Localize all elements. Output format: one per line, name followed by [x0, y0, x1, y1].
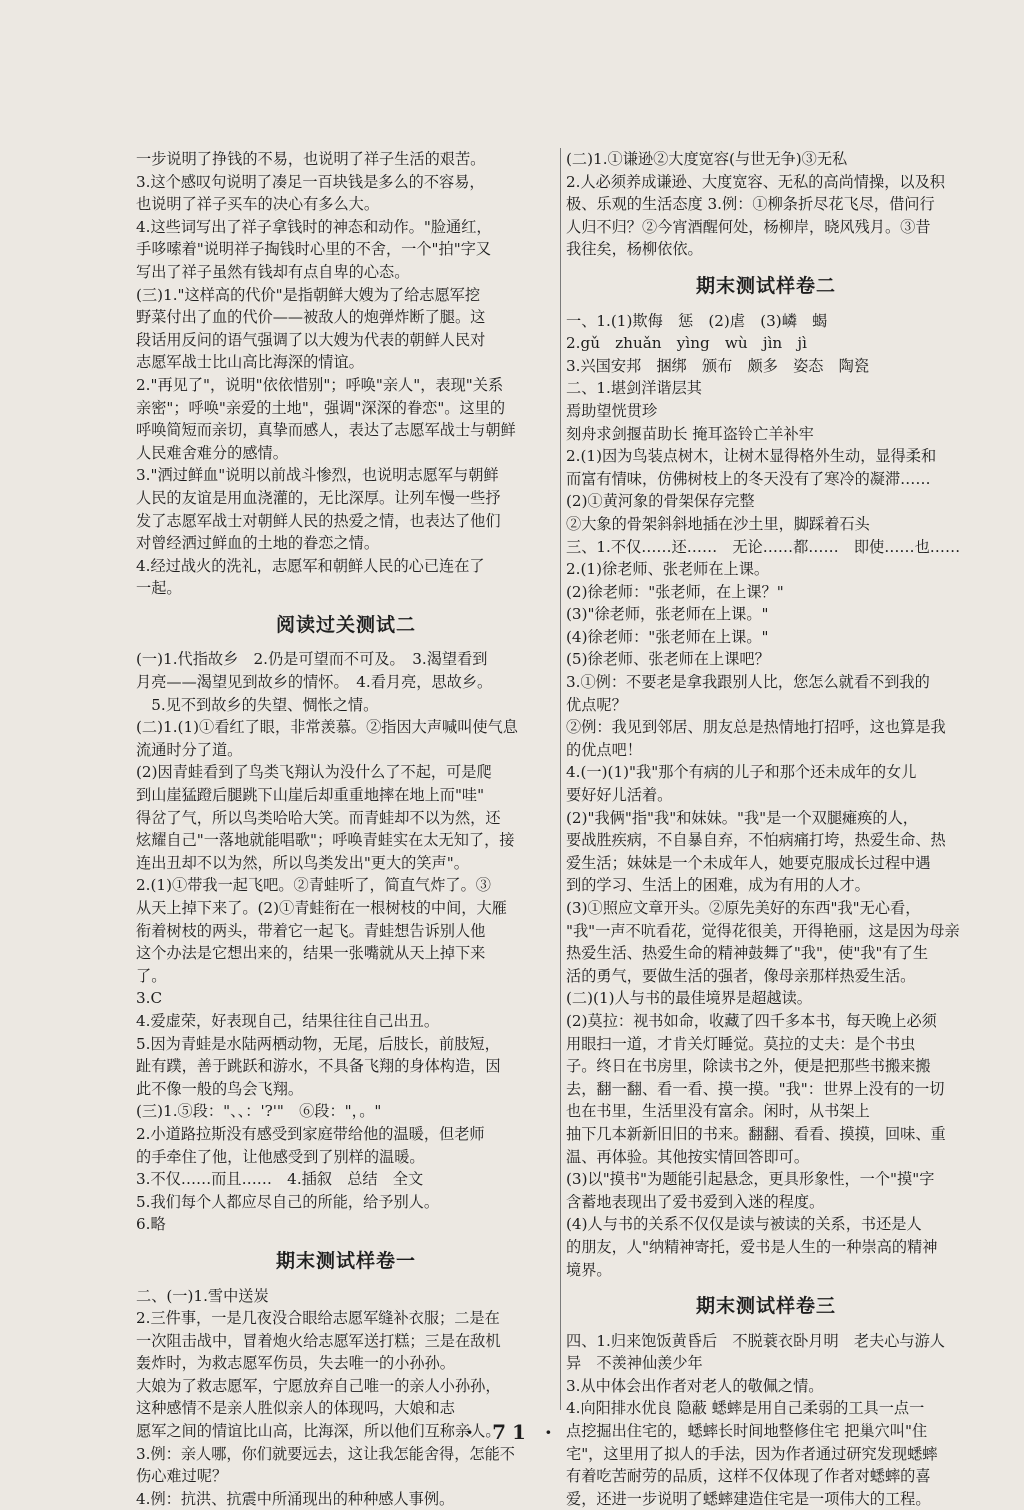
- text-line: 二、1.堪剑洋谐层其: [566, 377, 966, 400]
- text-line: 愿军之间的情谊比山高，比海深，所以他们互称亲人。: [136, 1420, 556, 1443]
- text-line: (二)(1)人与书的最佳境界是超越读。: [566, 987, 966, 1010]
- text-line: 到的学习、生活上的困难，成为有用的人才。: [566, 874, 966, 897]
- text-line: 的优点吧！: [566, 739, 966, 762]
- text-line: (5)徐老师、张老师在上课吧？: [566, 648, 966, 671]
- text-line: 优点呢？: [566, 694, 966, 717]
- text-line: 4.(一)(1)"我"那个有病的儿子和那个还未成年的女儿: [566, 761, 966, 784]
- text-line: 月亮——渴望见到故乡的情怀。 4.看月亮，思故乡。: [136, 671, 556, 694]
- text-line: 4.经过战火的洗礼，志愿军和朝鲜人民的心已连在了: [136, 555, 556, 578]
- text-line: 4.这些词写出了祥子拿钱时的神态和动作。"脸通红，: [136, 216, 556, 239]
- heading-final-test-1: 期末测试样卷一: [136, 1250, 556, 1273]
- text-line: 一次阻击战中，冒着炮火给志愿军送打糕；三是在敌机: [136, 1330, 556, 1353]
- text-line: 5.见不到故乡的失望、惆怅之情。: [136, 694, 556, 717]
- text-line: 野菜付出了血的代价——被敌人的炮弹炸断了腿。这: [136, 306, 556, 329]
- text-line: 也说明了祥子买车的决心有多么大。: [136, 193, 556, 216]
- text-line: 2.gǔ zhuǎn yìng wù jìn jì: [566, 332, 966, 355]
- text-line: 有着吃苦耐劳的品质，这样不仅体现了作者对蟋蟀的喜: [566, 1465, 966, 1488]
- text-line: 从天上掉下来了。(2)①青蛙衔在一根树枝的中间，大雁: [136, 897, 556, 920]
- heading-reading-test-2: 阅读过关测试二: [136, 614, 556, 637]
- text-line: 得岔了气，所以鸟类哈哈大笑。而青蛙却不以为然，还: [136, 807, 556, 830]
- text-line: 热爱生活、热爱生命的精神鼓舞了"我"，使"我"有了生: [566, 942, 966, 965]
- text-line: 要好好儿活着。: [566, 784, 966, 807]
- text-line: (4)徐老师："张老师在上课。": [566, 626, 966, 649]
- text-line: 人归不归？②今宵酒醒何处，杨柳岸，晓风残月。③昔: [566, 216, 966, 239]
- text-line: 活的勇气，要做生活的强者，像母亲那样热爱生活。: [566, 965, 966, 988]
- text-line: 大娘为了救志愿军，宁愿放弃自己唯一的亲人小孙孙，: [136, 1375, 556, 1398]
- text-line: (3)"徐老师，张老师在上课。": [566, 603, 966, 626]
- text-line: 2.三件事，一是几夜没合眼给志愿军缝补衣服；二是在: [136, 1307, 556, 1330]
- text-line: 异 不羡神仙羡少年: [566, 1352, 966, 1375]
- text-line: 这个办法是它想出来的，结果一张嘴就从天上掉下来: [136, 942, 556, 965]
- text-line: 刻舟求剑揠苗助长 掩耳盗铃亡羊补牢: [566, 423, 966, 446]
- text-line: (三)1.⑤段："、、：'?'" ⑥段："，。": [136, 1100, 556, 1123]
- text-line: (三)1."这样高的代价"是指朝鲜大嫂为了给志愿军挖: [136, 284, 556, 307]
- text-line: 我往矣，杨柳依依。: [566, 238, 966, 261]
- text-line: (4)人与书的关系不仅仅是读与被读的关系，书还是人: [566, 1213, 966, 1236]
- text-line: 3.①例：不要老是拿我跟别人比，您怎么就看不到我的: [566, 671, 966, 694]
- text-line: 流通时分了道。: [136, 739, 556, 762]
- left-top-block: [136, 148, 556, 600]
- text-line: 境界。: [566, 1259, 966, 1282]
- text-line: (2)徐老师："张老师，在上课？": [566, 581, 966, 604]
- text-line: 2.(1)徐老师、张老师在上课。: [566, 558, 966, 581]
- text-line: ②大象的骨架斜斜地插在沙土里，脚踩着石头: [566, 513, 966, 536]
- text-line: 四、1.归来饱饭黄昏后 不脱蓑衣卧月明 老夫心与游人: [566, 1330, 966, 1353]
- text-line: 手哆嗦着"说明祥子掏钱时心里的不舍，一个"拍"字又: [136, 238, 556, 261]
- left-bottom-block: [136, 1285, 556, 1510]
- right-column: [566, 148, 966, 1510]
- text-line: 子。终日在书房里，除读书之外，便是把那些书搬来搬: [566, 1055, 966, 1078]
- text-line: 2.小道路拉斯没有感受到家庭带给他的温暖，但老师: [136, 1123, 556, 1146]
- text-line: 3.这个感叹句说明了凑足一百块钱是多么的不容易，: [136, 171, 556, 194]
- text-line: 用眼扫一道，才肯关灯睡觉。莫拉的丈夫：是个书虫: [566, 1033, 966, 1056]
- text-line: 2.(1)①带我一起飞吧。②青蛙听了，简直气炸了。③: [136, 874, 556, 897]
- text-line: 轰炸时，为救志愿军伤员，失去唯一的小孙孙。: [136, 1352, 556, 1375]
- text-line: (2)"我俩"指"我"和妹妹。"我"是一个双腿瘫痪的人，: [566, 807, 966, 830]
- text-line: 要战胜疾病，不自暴自弃，不怕病痛打垮，热爱生命、热: [566, 829, 966, 852]
- text-line: 极、乐观的生活态度 3.例：①柳条折尽花飞尽，借问行: [566, 193, 966, 216]
- text-line: 温、再体验。其他按实情回答即可。: [566, 1146, 966, 1169]
- text-line: 3.从中体会出作者对老人的敬佩之情。: [566, 1375, 966, 1398]
- text-line: 3.兴国安邦 捆绑 颁布 颇多 姿态 陶瓷: [566, 355, 966, 378]
- heading-final-test-3: 期末测试样卷三: [566, 1295, 966, 1318]
- text-line: (二)1.①谦逊②大度宽容(与世无争)③无私: [566, 148, 966, 171]
- text-line: (2)因青蛙看到了鸟类飞翔认为没什么了不起，可是爬: [136, 761, 556, 784]
- text-line: 4.向阳排水优良 隐蔽 蟋蟀是用自己柔弱的工具一点一: [566, 1397, 966, 1420]
- text-line: 4.爱虚荣，好表现自己，结果往往自己出丑。: [136, 1010, 556, 1033]
- text-line: 2."再见了"，说明"依依惜别"；呼唤"亲人"，表现"关系: [136, 374, 556, 397]
- text-line: 宅"，这里用了拟人的手法，因为作者通过研究发现蟋蟀: [566, 1443, 966, 1466]
- text-line: 志愿军战士比山高比海深的情谊。: [136, 351, 556, 374]
- text-line: 这种感情不是亲人胜似亲人的体现吗，大娘和志: [136, 1397, 556, 1420]
- heading-final-test-2: 期末测试样卷二: [566, 275, 966, 298]
- text-line: 二、(一)1.雪中送炭: [136, 1285, 556, 1308]
- text-line: 呼唤简短而亲切，真挚而感人，表达了志愿军战士与朝鲜: [136, 419, 556, 442]
- text-line: 到山崖猛蹬后腿跳下山崖后却重重地摔在地上而"哇": [136, 784, 556, 807]
- text-line: 连出丑却不以为然，所以鸟类发出"更大的笑声"。: [136, 852, 556, 875]
- left-column: [136, 148, 556, 1510]
- text-line: 3.例：亲人哪，你们就要远去，这让我怎能舍得，怎能不: [136, 1443, 556, 1466]
- text-line: (2)莫拉：视书如命，收藏了四千多本书，每天晚上必须: [566, 1010, 966, 1033]
- text-line: 伤心难过呢？: [136, 1465, 556, 1488]
- text-line: 的朋友，人"纳精神寄托，爱书是人生的一种崇高的精神: [566, 1236, 966, 1259]
- text-line: 3."洒过鲜血"说明以前战斗惨烈，也说明志愿军与朝鲜: [136, 464, 556, 487]
- text-line: 段话用反问的语气强调了以大嫂为代表的朝鲜人民对: [136, 329, 556, 352]
- text-line: (3)①照应文章开头。②原先美好的东西"我"无心看，: [566, 897, 966, 920]
- text-line: (3)以"摸书"为题能引起悬念，更具形象性，一个"摸"字: [566, 1168, 966, 1191]
- text-line: 焉助望恍贯珍: [566, 400, 966, 423]
- text-line: 人民的友谊是用血浇灌的，无比深厚。让列车慢一些抒: [136, 487, 556, 510]
- text-line: 此不像一般的鸟会飞翔。: [136, 1078, 556, 1101]
- text-line: 4.例：抗洪、抗震中所涌现出的种种感人事例。: [136, 1488, 556, 1510]
- text-line: 6.略: [136, 1213, 556, 1236]
- left-mid-block: [136, 648, 556, 1235]
- right-mid-block: [566, 310, 966, 1282]
- text-line: (二)1.(1)①看红了眼，非常羡慕。②指因大声喊叫使气息: [136, 716, 556, 739]
- text-line: "我"一声不吭看花，觉得花很美，开得艳丽，这是因为母亲: [566, 920, 966, 943]
- text-line: 写出了祥子虽然有钱却有点自卑的心态。: [136, 261, 556, 284]
- text-line: 也在书里，生活里没有富余。闲时，从书架上: [566, 1100, 966, 1123]
- text-line: 5.因为青蛙是水陆两栖动物，无尾，后肢长，前肢短，: [136, 1033, 556, 1056]
- text-line: 趾有蹼，善于跳跃和游水，不具备飞翔的身体构造，因: [136, 1055, 556, 1078]
- text-line: 衔着树枝的两头，带着它一起飞。青蛙想告诉别人他: [136, 920, 556, 943]
- text-line: 三、1.不仅……还…… 无论……都…… 即使……也……: [566, 536, 966, 559]
- text-line: (一)1.代指故乡 2.仍是可望而不可及。 3.渴望看到: [136, 648, 556, 671]
- right-top-block: [566, 148, 966, 261]
- text-line: 去，翻一翻、看一看、摸一摸。"我"：世界上没有的一切: [566, 1078, 966, 1101]
- text-line: 的手牵住了他，让他感受到了别样的温暖。: [136, 1146, 556, 1169]
- text-line: 发了志愿军战士对朝鲜人民的热爱之情，也表达了他们: [136, 510, 556, 533]
- text-line: 人民难舍难分的感情。: [136, 442, 556, 465]
- page-number: · 71 ·: [0, 1420, 1024, 1444]
- text-line: 一、1.(1)欺侮 惩 (2)虐 (3)嶙 蝎: [566, 310, 966, 333]
- text-line: 爱，还进一步说明了蟋蟀建造住宅是一项伟大的工程。: [566, 1488, 966, 1510]
- text-line: 亲密"；呼唤"亲爱的土地"，强调"深深的眷恋"。这里的: [136, 397, 556, 420]
- text-line: (2)①黄河象的骨架保存完整: [566, 490, 966, 513]
- text-line: 3.C: [136, 987, 556, 1010]
- text-line: 抽下几本新新旧旧的书来。翻翻、看看、摸摸，回味、重: [566, 1123, 966, 1146]
- text-line: 一步说明了挣钱的不易，也说明了祥子生活的艰苦。: [136, 148, 556, 171]
- text-line: 爱生活；妹妹是一个未成年人，她要克服成长过程中遇: [566, 852, 966, 875]
- text-line: 对曾经洒过鲜血的土地的眷恋之情。: [136, 532, 556, 555]
- text-line: ②例：我见到邻居、朋友总是热情地打招呼，这也算是我: [566, 716, 966, 739]
- text-line: 5.我们每个人都应尽自己的所能，给予别人。: [136, 1191, 556, 1214]
- text-line: 而富有情味，仿佛树枝上的冬天没有了寒冷的凝滞……: [566, 468, 966, 491]
- text-line: 点挖掘出住宅的，蟋蟀长时间地整修住宅 把巢穴叫"住: [566, 1420, 966, 1443]
- text-line: 了。: [136, 965, 556, 988]
- text-line: 3.不仅……而且…… 4.插叙 总结 全文: [136, 1168, 556, 1191]
- text-line: 2.人必须养成谦逊、大度宽容、无私的高尚情操，以及积: [566, 171, 966, 194]
- text-line: 炫耀自己"一落地就能唱歌"；呼唤青蛙实在太无知了，接: [136, 829, 556, 852]
- column-divider: [560, 148, 561, 1410]
- text-line: 2.(1)因为鸟装点树木，让树木显得格外生动，显得柔和: [566, 445, 966, 468]
- text-line: 含蓄地表现出了爱书爱到入迷的程度。: [566, 1191, 966, 1214]
- text-line: 一起。: [136, 577, 556, 600]
